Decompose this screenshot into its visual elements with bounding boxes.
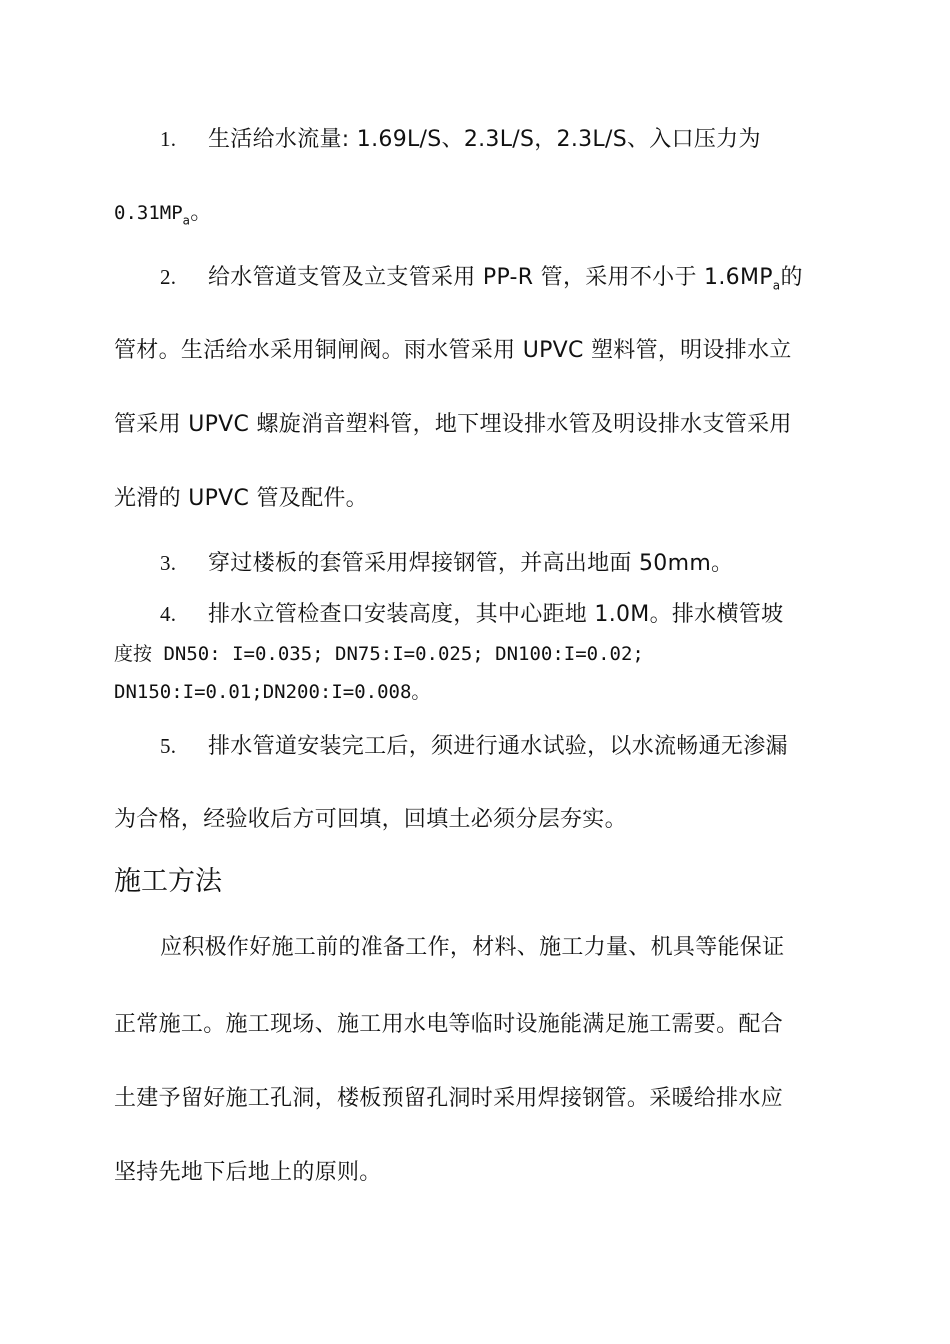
section-line-1: 应积极作好施工前的准备工作，材料、施工力量、机具等能保证	[160, 935, 785, 960]
item-1-text: 生活给水流量: 1.69L/S、2.3L/S，2.3L/S、入口压力为	[208, 127, 761, 152]
item-2-text-sub: a	[772, 278, 781, 293]
item-4-line-2	[114, 639, 836, 669]
item-2-number: 2.	[160, 265, 177, 289]
item-2-line-3: 管采用 UPVC 螺旋消音塑料管，地下埋设排水管及明设排水支管采用	[114, 412, 792, 437]
section-heading: 施工方法	[114, 866, 222, 897]
item-5-text: 排水管道安装完工后，须进行通水试验，以水流畅通无渗漏	[208, 734, 788, 759]
item-2-text-end: 的	[780, 265, 803, 290]
item-4-slope-values-1: 度按 DN50: I=0.035; DN75:I=0.025; DN100:I=0.02;	[114, 643, 644, 665]
item-4-number: 4.	[160, 602, 177, 626]
item-1-number: 1.	[160, 127, 177, 151]
item-2-line-4: 光滑的 UPVC 管及配件。	[114, 486, 368, 511]
item-1-line-2	[114, 198, 836, 235]
section-line-3: 土建予留好施工孔洞，楼板预留孔洞时采用焊接钢管。采暖给排水应	[114, 1086, 784, 1111]
item-2-line-2: 管材。生活给水采用铜闸阀。雨水管采用 UPVC 塑料管，明设排水立	[114, 338, 792, 363]
item-3-line-1	[160, 548, 836, 579]
item-3-text: 穿过楼板的套管采用焊接钢管，并高出地面 50mm。	[208, 551, 734, 576]
item-5-line-1	[160, 731, 836, 762]
item-4-text: 排水立管检查口安装高度，其中心距地 1.0M。排水横管坡	[208, 602, 784, 627]
item-5-line-2: 为合格，经验收后方可回填，回填土必须分层夯实。	[114, 807, 627, 832]
item-4-slope-values-2: DN150:I=0.01;DN200:I=0.008。	[114, 681, 431, 703]
item-5-number: 5.	[160, 734, 177, 758]
item-1-pressure-sub: a	[182, 213, 191, 228]
section-line-2: 正常施工。施工现场、施工用水电等临时设施能满足施工需要。配合	[114, 1012, 784, 1037]
item-1-pressure-value: 0.31MP	[114, 202, 183, 224]
item-2-line-1	[160, 262, 836, 300]
item-1-pressure-end: 。	[190, 200, 213, 225]
item-2-text-main: 给水管道支管及立支管采用 PP-R 管，采用不小于 1.6MP	[208, 265, 773, 290]
item-4-line-3	[114, 677, 836, 707]
item-1-line-1	[160, 124, 836, 155]
item-4-line-1	[160, 599, 836, 630]
section-line-4: 坚持先地下后地上的原则。	[114, 1160, 382, 1185]
item-3-number: 3.	[160, 551, 177, 575]
